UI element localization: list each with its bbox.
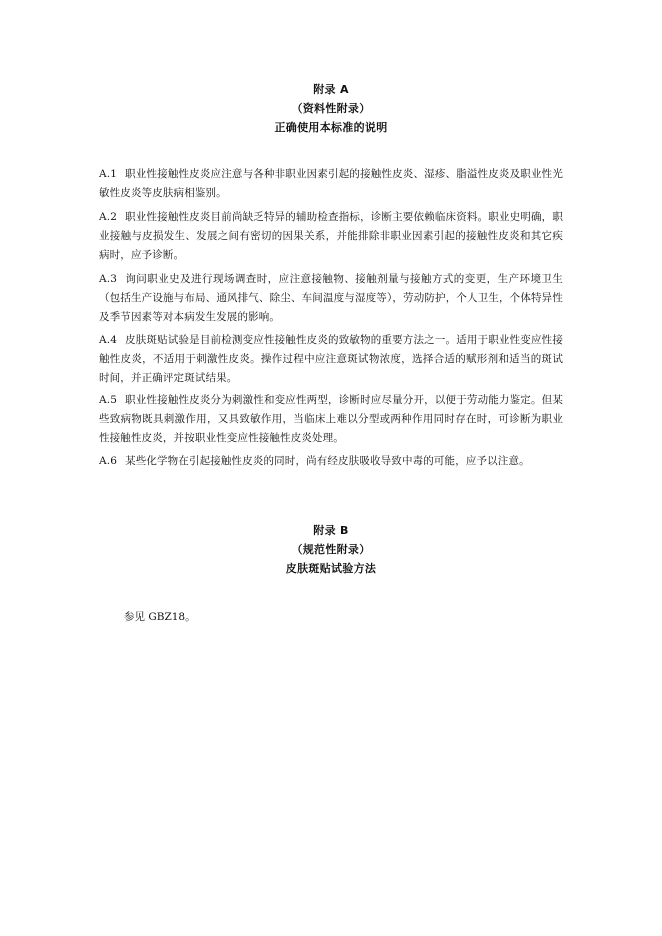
clause-number: A.4 [99, 334, 118, 346]
clause-text: 皮肤斑贴试验是目前检测变应性接触性皮炎的致敏物的重要方法之一。适用于职业性变应性接触性皮炎，不适用于刺激性皮炎。操作过程中应注意斑试物浓度，选择合适的赋形剂和适当的斑试时间，并正确评定斑试结果。 [99, 334, 563, 384]
clause-number: A.6 [99, 455, 118, 467]
clause-text: 职业性接触性皮炎目前尚缺乏特异的辅助检查指标，诊断主要依赖临床资料。职业史明确，职业接触与皮损发生、发展之间有密切的因果关系，并能排除非职业因素引起的接触性皮炎和其它疾病时，应予诊断。 [99, 211, 563, 261]
clause-number: A.2 [99, 211, 118, 223]
appendix-a-type: （资料性附录） [291, 102, 371, 115]
clause-a6 [99, 452, 569, 471]
clause-a4 [99, 331, 563, 388]
clause-a1 [99, 165, 563, 203]
clause-a3 [99, 270, 563, 327]
clause-number: A.3 [99, 273, 118, 285]
appendix-a-label: 附录 A [313, 83, 349, 96]
appendix-a-title: 正确使用本标准的说明 [274, 121, 388, 134]
clause-number: A.5 [99, 394, 118, 406]
appendix-b-heading [0, 521, 662, 578]
clause-a2 [99, 208, 563, 265]
appendix-a-heading [0, 80, 662, 137]
appendix-b-body: 参见 GBZ18。 [124, 611, 196, 623]
clause-number: A.1 [99, 168, 118, 180]
clause-a5 [99, 391, 563, 448]
clause-text: 职业性接触性皮炎分为刺激性和变应性两型，诊断时应尽量分开，以便于劳动能力鉴定。但某些致病物既具刺激作用，又具致敏作用，当临床上难以分型或两种作用同时存在时，可诊断为职业性接触性皮炎，并按职业性变应性接触性皮炎处理。 [99, 394, 563, 444]
appendix-b-label: 附录 B [313, 524, 349, 537]
clause-text: 某些化学物在引起接触性皮炎的同时，尚有经皮肤吸收导致中毒的可能，应予以注意。 [125, 455, 530, 467]
clause-text: 职业性接触性皮炎应注意与各种非职业因素引起的接触性皮炎、湿疹、脂溢性皮炎及职业性光敏性皮炎等皮肤病相鉴别。 [99, 168, 563, 199]
appendix-b-type: （规范性附录） [291, 543, 371, 556]
appendix-b-title: 皮肤斑贴试验方法 [285, 562, 377, 575]
clause-text: 询问职业史及进行现场调查时，应注意接触物、接触剂量与接触方式的变更，生产环境卫生（包括生产设施与布局、通风排气、除尘、车间温度与湿度等），劳动防护，个人卫生，个体特异性及季节因素等对本病发生发展的影响。 [99, 273, 563, 323]
